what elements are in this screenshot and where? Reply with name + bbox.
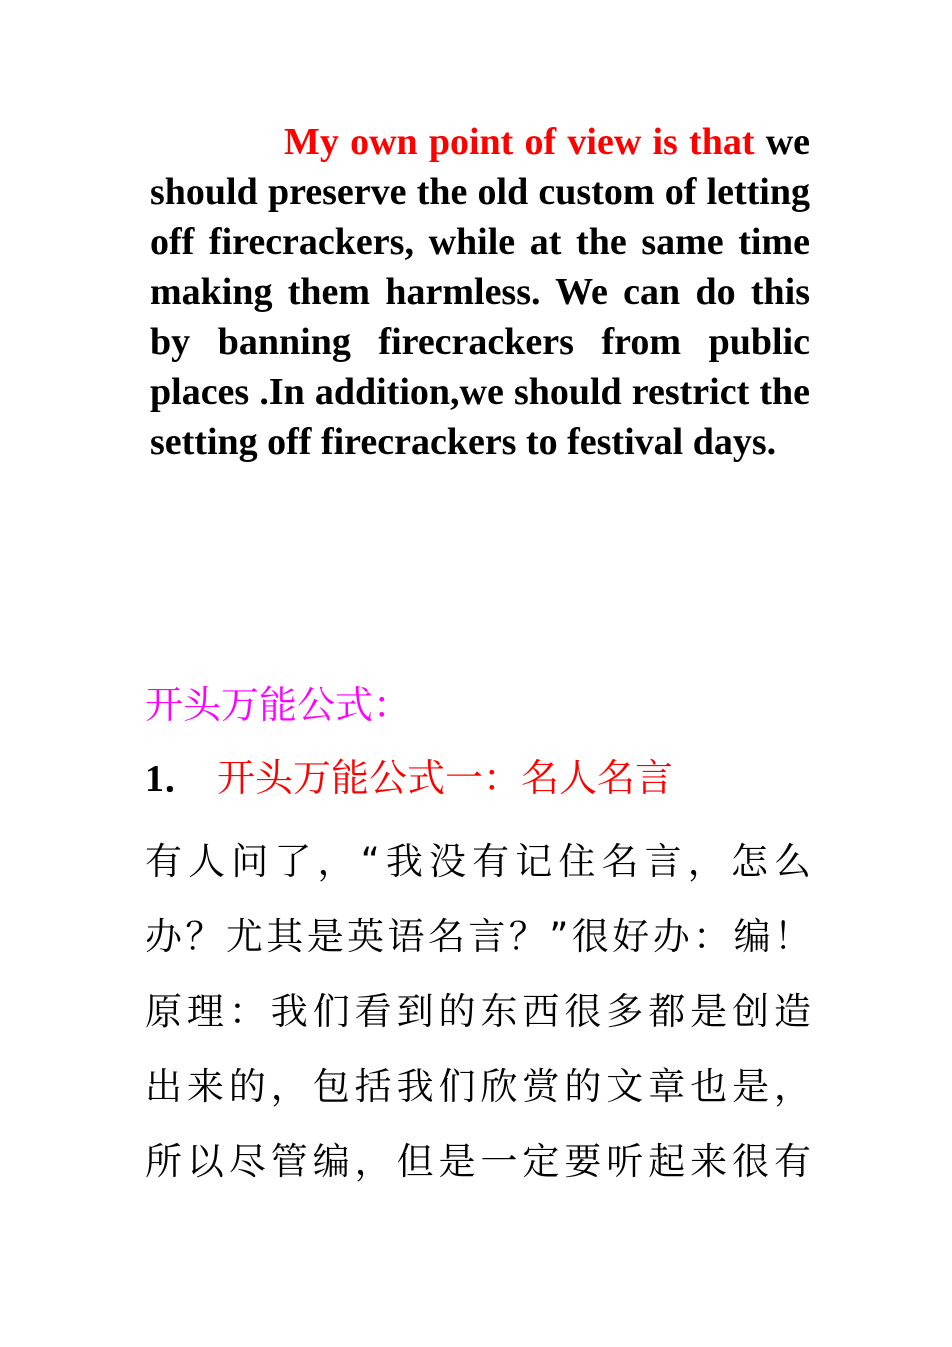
item-heading: [145, 752, 673, 805]
english-paragraph-lead: My own point of view is that: [284, 121, 755, 163]
english-paragraph-body: we should preserve the old custom of letting off firecrackers, while at the same time making them harmless. We can do this by banning firecrackers from public places .In addition,we should restrict the setting off firecrackers to festival days.: [150, 121, 811, 463]
section-heading: 开头万能公式：: [145, 683, 412, 727]
chinese-line: 所以尽管编，但是一定要听起来很有: [145, 1140, 811, 1183]
chinese-line: 出来的，包括我们欣赏的文章也是，: [145, 1065, 811, 1108]
english-paragraph: [150, 117, 810, 467]
item-title: 开头万能公式一：名人名言: [217, 756, 674, 800]
chinese-body: [145, 824, 811, 1199]
chinese-line: 原理：我们看到的东西很多都是创造: [145, 990, 811, 1033]
chinese-line: 办？尤其是英语名言？”很好办：编！: [145, 915, 811, 958]
item-number: 1．: [145, 758, 203, 800]
chinese-line: 有人问了，“我没有记住名言，怎么: [145, 840, 811, 883]
